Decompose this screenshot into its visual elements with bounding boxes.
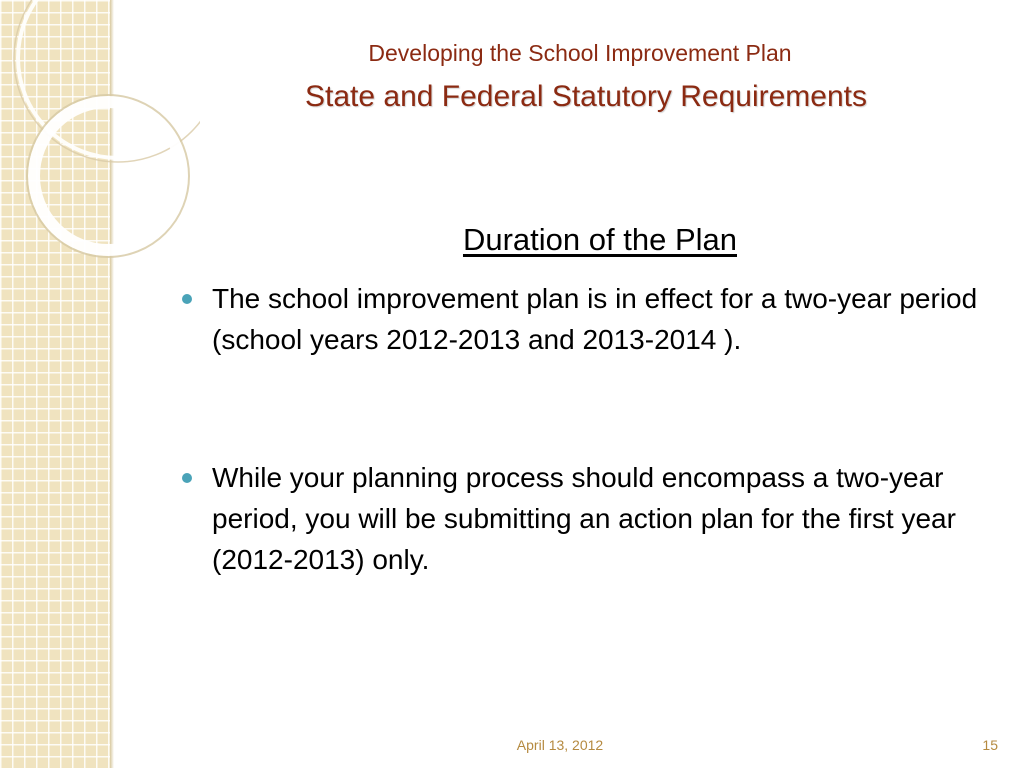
section-heading: Duration of the Plan bbox=[462, 222, 737, 257]
bullet-item bbox=[212, 278, 1002, 360]
bullet-text: While your planning process should encompass a two-year period, you will be submitting an action plan for the first year (2012-2013) only. bbox=[212, 462, 956, 575]
footer-date: April 13, 2012 bbox=[516, 737, 604, 753]
slide-number: 15 bbox=[982, 737, 998, 753]
slide-title: State and Federal Statutory Requirements bbox=[305, 80, 867, 113]
bullet-icon bbox=[182, 294, 192, 304]
decorative-rings bbox=[0, 0, 200, 260]
bullet-icon bbox=[182, 473, 192, 483]
slide-subtitle: Developing the School Improvement Plan bbox=[368, 40, 792, 66]
bullet-item bbox=[212, 457, 1002, 580]
bullet-text: The school improvement plan is in effect for a two-year period (school years 2012-2013 and 2013-2014 ). bbox=[212, 283, 978, 355]
